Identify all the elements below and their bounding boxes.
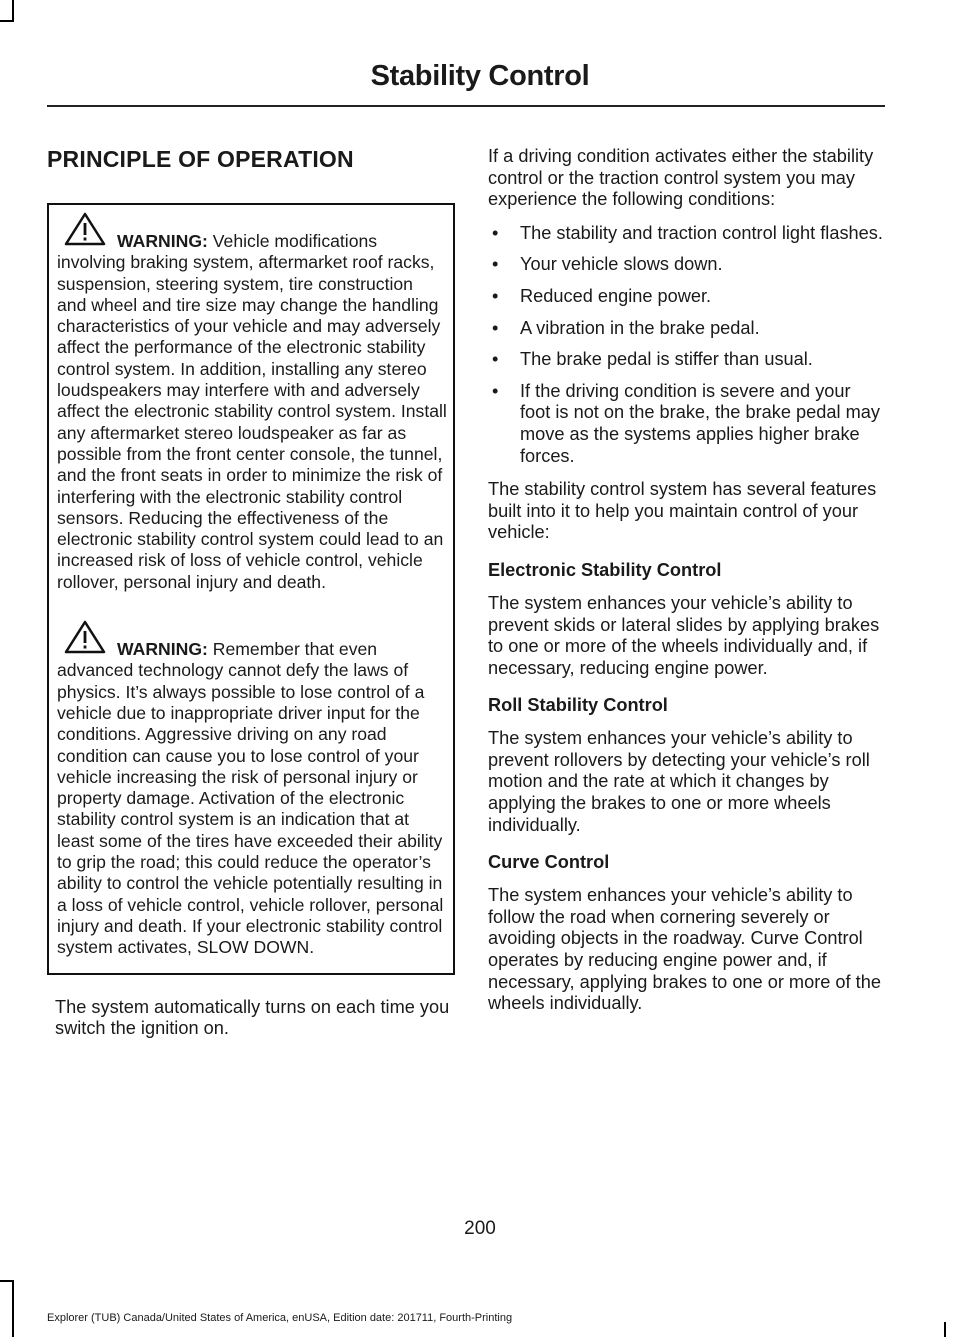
warning-item bbox=[57, 639, 447, 958]
header-divider bbox=[47, 105, 885, 107]
subheading-roll-stability-control: Roll Stability Control bbox=[488, 695, 668, 716]
footer-edition: Explorer (TUB) Canada/United States of America, enUSA, Edition date: 201711, Fourth-Printing bbox=[47, 1312, 513, 1324]
list-item: • The brake pedal is stiffer than usual. bbox=[488, 349, 884, 371]
crop-mark bbox=[0, 20, 14, 22]
section-text: The system enhances your vehicle’s ability to prevent rollovers by detecting your vehicle’s roll motion and the rate at which it changes by applying the brakes to one or more wheels individually. bbox=[488, 728, 870, 835]
conditions-intro: If a driving condition activates either the stability control or the traction control system you may experience the following conditions: bbox=[488, 146, 874, 210]
ignition-note: The system automatically turns on each time you switch the ignition on. bbox=[55, 996, 450, 1039]
left-column bbox=[47, 146, 455, 1052]
page-number: 200 bbox=[464, 1218, 496, 1239]
warning-item bbox=[57, 231, 447, 593]
list-item: • A vibration in the brake pedal. bbox=[488, 318, 884, 340]
warning-label: WARNING: bbox=[117, 639, 208, 660]
subheading-electronic-stability-control: Electronic Stability Control bbox=[488, 559, 722, 580]
features-intro: The stability control system has several features built into it to help you maintain control of your vehicle: bbox=[488, 479, 877, 543]
warning-text: Remember that even advanced technology cannot defy the laws of physics. It’s always possible to lose control of a vehicle due to inappropriate driver input for the conditions. Aggressive driving on any road condition can cause you to lose control of your vehicle increasing the risk of personal injury or property damage. Activation of the electronic stability control system is an indication that at least some of the tires have exceeded their ability to grip the road; this could reduce the operator’s ability to control the vehicle potentially resulting in a loss of vehicle control, vehicle rollover, personal injury and death. If your electronic stability control system activates, SLOW DOWN. bbox=[57, 639, 444, 958]
section-heading: PRINCIPLE OF OPERATION bbox=[47, 146, 354, 172]
crop-mark bbox=[944, 1322, 946, 1337]
list-item: • If the driving condition is severe and your foot is not on the brake, the brake pedal may move as the systems applies higher brake forces. bbox=[488, 381, 884, 467]
conditions-list bbox=[488, 223, 884, 467]
crop-mark bbox=[12, 1280, 14, 1337]
list-item: • The stability and traction control light flashes. bbox=[488, 223, 884, 245]
warning-text: Vehicle modifications involving braking system, aftermarket roof racks, suspension, steering system, tire construction and wheel and tire size may change the handling characteristics of your vehicle and may adversely affect the performance of the electronic stability control system. In addition, installing any stereo loudspeakers may interfere with and adversely affect the electronic stability control system. Install any aftermarket stereo loudspeaker as far as possible from the front center console, the tunnel, and the front seats in order to minimize the risk of interfering with the electronic stability control sensors. Reducing the effectiveness of the electronic stability control system could lead to an increased risk of loss of vehicle control, vehicle rollover, personal injury and death. bbox=[57, 231, 447, 592]
list-item: • Reduced engine power. bbox=[488, 286, 884, 308]
warning-triangle-icon bbox=[63, 619, 107, 655]
section-text: The system enhances your vehicle’s ability to prevent skids or lateral slides by applying brakes to one or more of the wheels individually and, if necessary, reducing engine power. bbox=[488, 592, 880, 678]
warning-label: WARNING: bbox=[117, 231, 208, 251]
crop-mark bbox=[12, 0, 14, 22]
subheading-curve-control: Curve Control bbox=[488, 852, 610, 873]
page-title: Stability Control bbox=[370, 60, 590, 92]
right-column bbox=[488, 146, 884, 1027]
crop-mark bbox=[0, 1280, 14, 1282]
warning-box bbox=[47, 203, 455, 975]
section-text: The system enhances your vehicle’s ability to follow the road when cornering severely or avoiding objects in the roadway. Curve Control operates by reducing engine power and, if necessary, applying brakes to one or more of the wheels individually. bbox=[488, 885, 881, 1014]
warning-triangle-icon bbox=[63, 211, 107, 247]
list-item: • Your vehicle slows down. bbox=[488, 254, 884, 276]
